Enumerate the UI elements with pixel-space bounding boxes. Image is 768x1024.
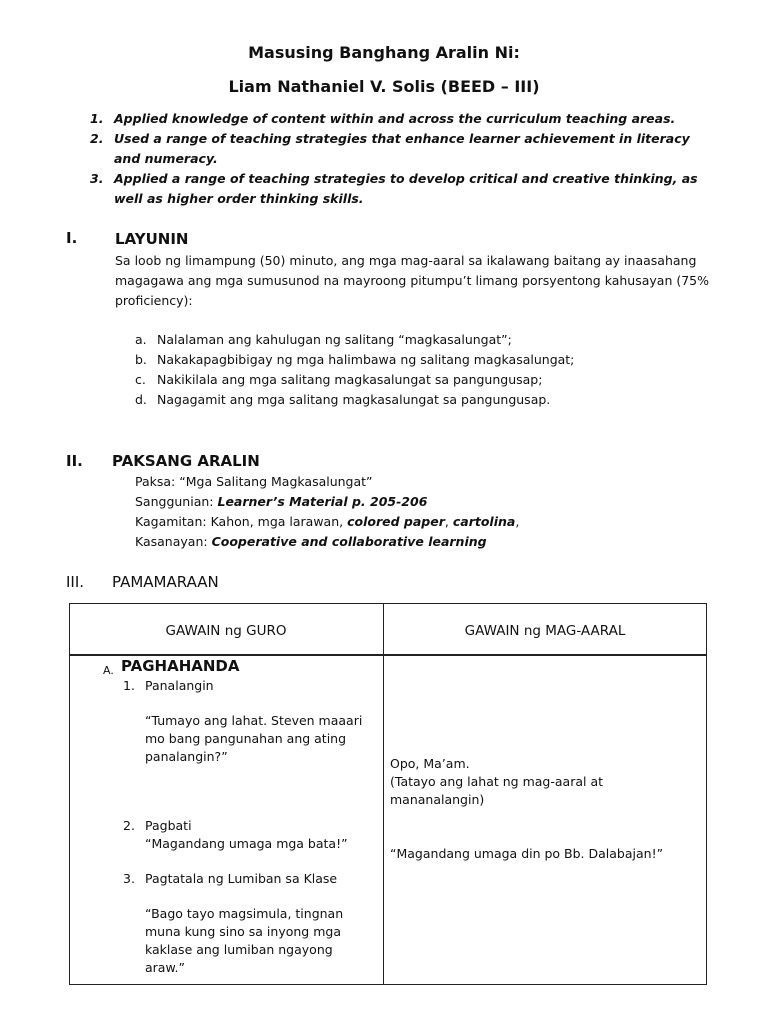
paksa-line (135, 472, 373, 492)
part-title: PAGHAHANDA (121, 657, 240, 675)
document-title: Masusing Banghang Aralin Ni: (248, 43, 520, 62)
objective-letter: d. (135, 392, 147, 407)
objective-letter: b. (135, 352, 147, 367)
objective-text: Nalalaman ang kahulugan ng salitang “magkasalungat”; (157, 332, 512, 347)
objective-text: Nagagamit ang mga salitang magkasalungat sa pangungusap. (157, 392, 551, 407)
teacher-attendance-text: “Bago tayo magsimula, tingnan muna kung sino sa inyong mga kaklase ang lumiban ngayong araw.” (145, 906, 344, 975)
standard-text: Applied a range of teaching strategies to develop critical and creative thinking, as well as higher order thinking skills. (114, 171, 698, 206)
part-letter: A. (103, 664, 114, 677)
kagamitan-comma: , (444, 514, 449, 529)
item-title: Pagbati (145, 818, 192, 833)
sanggunian-label: Sanggunian: (135, 494, 214, 509)
student-column-header: GAWAIN ng MAG-AARAL (464, 623, 626, 639)
kagamitan-colored-paper: colored paper (347, 514, 445, 529)
section-heading: LAYUNIN (115, 230, 189, 248)
teacher-column-header: GAWAIN ng GURO (165, 623, 287, 639)
standard-item (90, 109, 710, 129)
standard-text: Applied knowledge of content within and across the curriculum teaching areas. (114, 111, 676, 126)
kasanayan-value: Cooperative and collaborative learning (211, 534, 487, 549)
objective-intro: Sa loob ng limampung (50) minuto, ang mga mag-aaral sa ikalawang baitang ay inaasahang magagawa ang mga sumusunod na mayroong pitumpu’t limang porsyentong kahusayan (75% proficiency): (115, 253, 710, 308)
objective-letter: a. (135, 332, 147, 347)
section-number: I. (66, 229, 78, 247)
header-divider (69, 654, 707, 656)
kagamitan-end: , (515, 514, 520, 529)
item-title: Panalangin (145, 678, 214, 693)
paksa-value: “Mga Salitang Magkasalungat” (179, 474, 373, 489)
standard-number: 1. (90, 111, 104, 126)
objective-text: Nakikilala ang mga salitang magkasalungat sa pangungusap; (157, 372, 543, 387)
student-prayer-action: (Tatayo ang lahat ng mag-aaral at mananalangin) (390, 774, 604, 807)
item-number: 1. (123, 678, 135, 693)
student-greeting-reply: “Magandang umaga din po Bb. Dalabajan!” (390, 846, 664, 861)
standard-number: 3. (90, 171, 104, 186)
paksa-label: Paksa: (135, 474, 176, 489)
kagamitan-cartolina: cartolina (452, 514, 516, 529)
standard-number: 2. (90, 131, 104, 146)
standard-item (90, 169, 710, 209)
item-number: 3. (123, 871, 135, 886)
section-heading: PAMAMARAAN (112, 573, 219, 591)
objective-letter: c. (135, 372, 146, 387)
section-number: III. (66, 573, 85, 591)
kasanayan-label: Kasanayan: (135, 534, 208, 549)
item-title: Pagtatala ng Lumiban sa Klase (145, 871, 338, 886)
kagamitan-label: Kagamitan: (135, 514, 207, 529)
student-prayer-reply: Opo, Ma’am. (390, 756, 470, 771)
kasanayan-line (135, 532, 487, 552)
section-heading: PAKSANG ARALIN (112, 452, 260, 470)
standard-item (90, 129, 710, 169)
kagamitan-plain: Kahon, mga larawan, (210, 514, 344, 529)
sanggunian-line (135, 492, 427, 512)
sanggunian-value: Learner’s Material p. 205-206 (217, 494, 428, 509)
author-line: Liam Nathaniel V. Solis (BEED – III) (228, 77, 540, 96)
column-divider (383, 603, 384, 985)
objective-text: Nakakapagbibigay ng mga halimbawa ng salitang magkasalungat; (157, 352, 575, 367)
teacher-greeting-text: “Magandang umaga mga bata!” (145, 836, 348, 851)
item-number: 2. (123, 818, 135, 833)
standard-text: Used a range of teaching strategies that enhance learner achievement in literacy and numeracy. (114, 131, 690, 166)
kagamitan-line (135, 512, 519, 532)
teacher-prayer-text: “Tumayo ang lahat. Steven maaari mo bang pangunahan ang ating panalangin?” (145, 713, 363, 764)
section-number: II. (66, 452, 83, 470)
